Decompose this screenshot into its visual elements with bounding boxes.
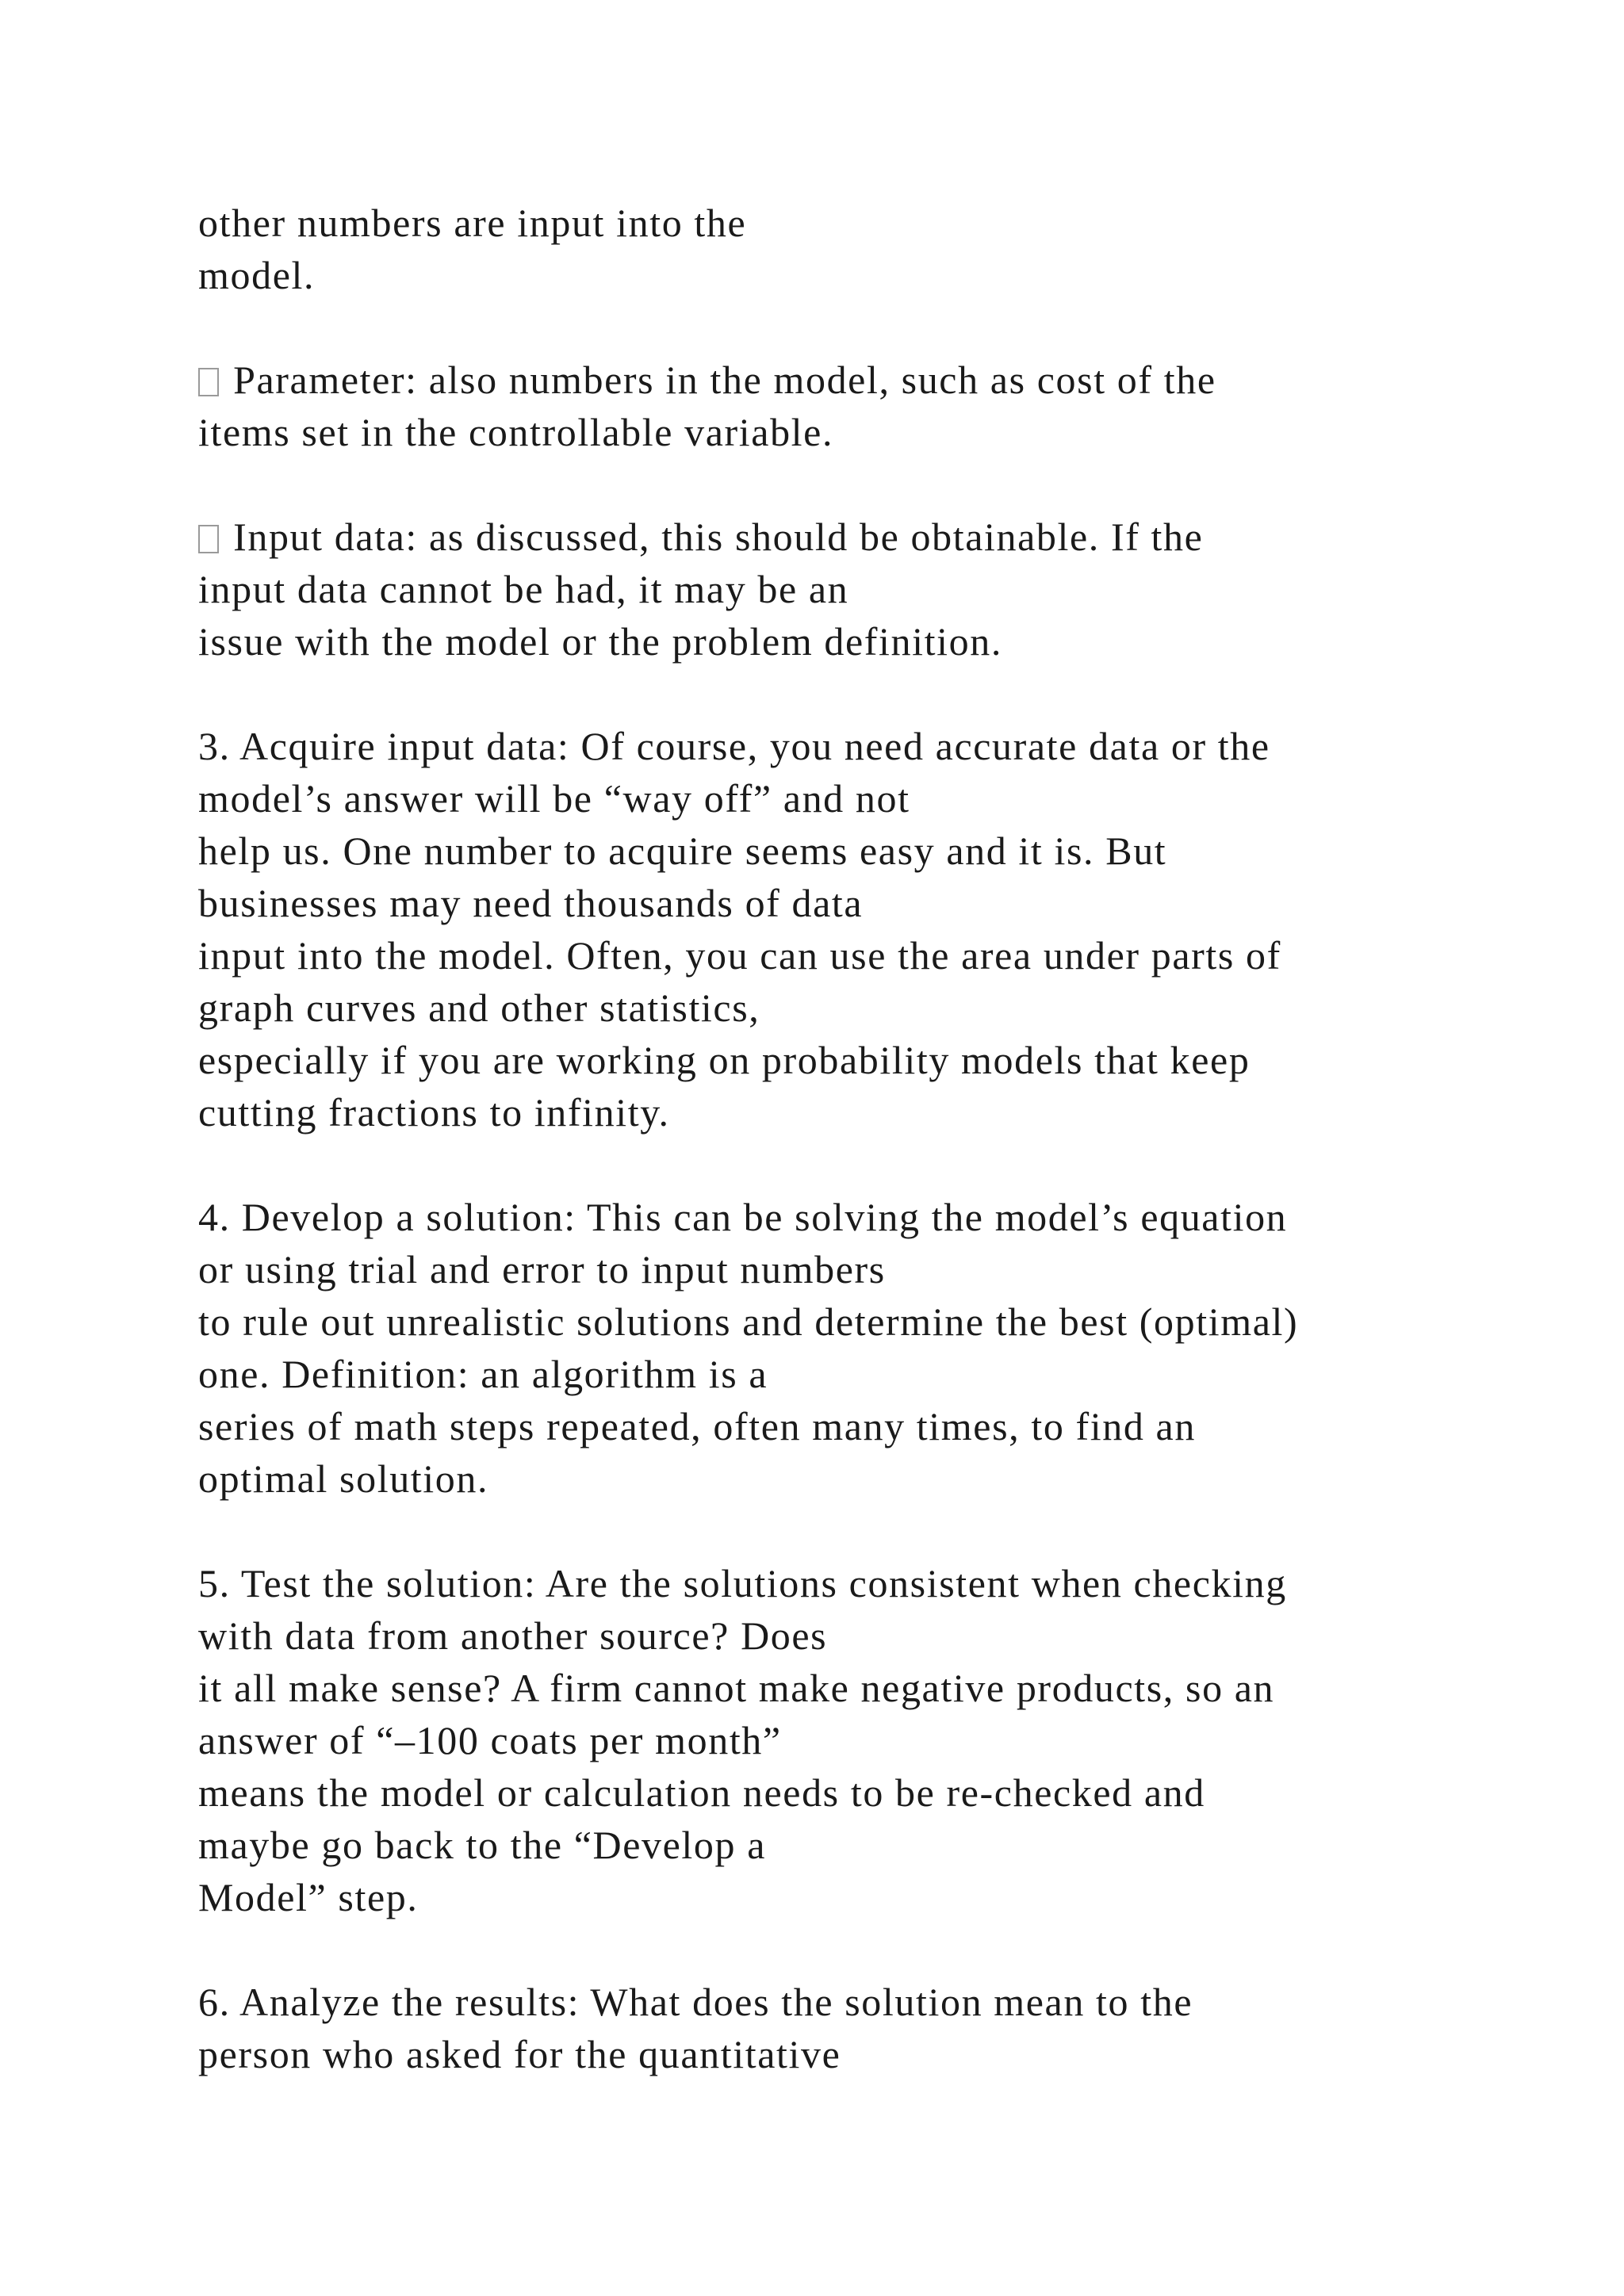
text-line: model. xyxy=(198,253,316,297)
text-line: Parameter: also numbers in the model, such as cost of the xyxy=(233,358,1216,402)
text-line: Model” step. xyxy=(198,1875,419,1919)
text-line: model’s answer will be “way off” and not xyxy=(198,776,910,821)
paragraph-spacer xyxy=(198,668,1546,720)
text-line: other numbers are input into the xyxy=(198,201,747,245)
text-line: or using trial and error to input numbers xyxy=(198,1247,886,1292)
text-line: issue with the model or the problem definition. xyxy=(198,619,1002,664)
text-line: 3. Acquire input data: Of course, you need accurate data or the xyxy=(198,724,1270,768)
paragraph-spacer xyxy=(198,1138,1546,1191)
text-line: it all make sense? A firm cannot make negative products, so an xyxy=(198,1666,1275,1710)
parameter-bullet xyxy=(198,354,1546,458)
missing-glyph-box-icon xyxy=(198,368,219,396)
step-4-paragraph xyxy=(198,1191,1546,1505)
text-line: 6. Analyze the results: What does the solution mean to the xyxy=(198,1980,1193,2024)
paragraph-spacer xyxy=(198,1923,1546,1976)
step-5-paragraph xyxy=(198,1557,1546,1923)
text-line: means the model or calculation needs to be re-checked and xyxy=(198,1770,1205,1815)
step-6-paragraph xyxy=(198,1976,1546,2080)
missing-glyph-box-icon xyxy=(198,525,219,553)
text-line: items set in the controllable variable. xyxy=(198,410,834,454)
paragraph-spacer xyxy=(198,1505,1546,1557)
text-line: Input data: as discussed, this should be obtainable. If the xyxy=(233,515,1204,559)
text-line: 5. Test the solution: Are the solutions consistent when checking xyxy=(198,1561,1287,1605)
step-3-paragraph xyxy=(198,720,1546,1138)
text-line: especially if you are working on probability models that keep xyxy=(198,1038,1251,1082)
text-line: optimal solution. xyxy=(198,1456,489,1501)
text-line: help us. One number to acquire seems easy and it is. But xyxy=(198,828,1167,873)
text-line: to rule out unrealistic solutions and determine the best (optimal) xyxy=(198,1299,1299,1344)
text-line: with data from another source? Does xyxy=(198,1613,828,1658)
intro-paragraph xyxy=(198,197,1546,301)
text-line: businesses may need thousands of data xyxy=(198,881,864,925)
text-line: one. Definition: an algorithm is a xyxy=(198,1352,768,1396)
text-line: input data cannot be had, it may be an xyxy=(198,567,849,611)
text-line: 4. Develop a solution: This can be solving the model’s equation xyxy=(198,1195,1288,1239)
text-line: maybe go back to the “Develop a xyxy=(198,1823,767,1867)
document-page xyxy=(198,197,1546,2080)
text-line: answer of “–100 coats per month” xyxy=(198,1718,782,1762)
paragraph-spacer xyxy=(198,301,1546,354)
text-line: person who asked for the quantitative xyxy=(198,2032,841,2076)
text-line: series of math steps repeated, often many times, to find an xyxy=(198,1404,1196,1448)
text-line: graph curves and other statistics, xyxy=(198,985,760,1030)
input-data-bullet xyxy=(198,511,1546,668)
text-line: cutting fractions to infinity. xyxy=(198,1090,670,1135)
text-line: input into the model. Often, you can use the area under parts of xyxy=(198,933,1281,978)
paragraph-spacer xyxy=(198,458,1546,511)
